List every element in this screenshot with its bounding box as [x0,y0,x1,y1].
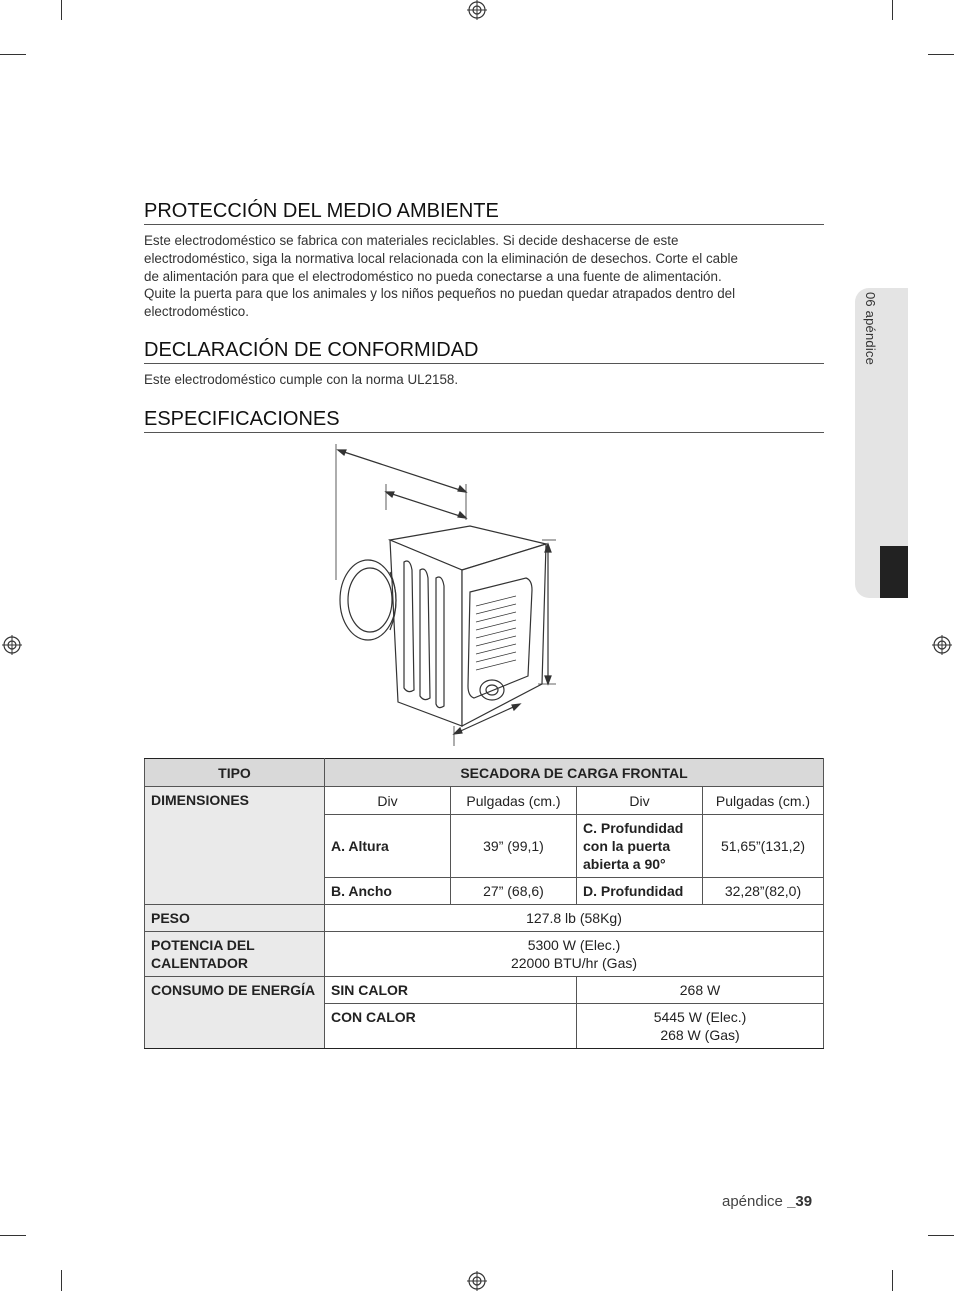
specifications-table [144,758,824,1049]
depth-value: 32,28”(82,0) [703,878,824,905]
crop-mark [0,54,26,55]
environment-line: electrodoméstico, siga la normativa local relacionada con la eliminación de desechos. Corte el cable [144,250,738,266]
heater-power-value [325,932,824,977]
registration-mark-icon [467,0,487,20]
environment-line: Este electrodoméstico se fabrica con materiales reciclables. Si decide deshacerse de este [144,233,679,248]
crop-mark [61,0,62,20]
environment-heading: PROTECCIÓN DEL MEDIO AMBIENTE [144,200,824,225]
page-footer [722,1193,812,1210]
width-value: 27” (68,6) [451,878,577,905]
conformity-paragraph: Este electrodoméstico cumple con la norma UL2158. [144,372,459,387]
chapter-tab-label: 06 apéndice [863,292,878,366]
environment-line: electrodoméstico. [144,304,249,320]
registration-mark-icon [467,1271,487,1291]
environment-line: de alimentación para que el electrodoméstico no pueda conectarse a una fuente de alimentación. [144,268,722,284]
registration-mark-icon [932,635,952,655]
heat-value [577,1004,824,1049]
depth-label: D. Profundidad [577,878,703,905]
table-row [145,932,824,977]
heater-power-elec: 5300 W (Elec.) [527,937,621,953]
no-heat-value: 268 W [577,977,824,1004]
crop-mark [928,1235,954,1236]
crop-mark [61,1270,62,1291]
table-row [145,905,824,932]
table-row [145,977,824,1004]
height-value: 39” (99,1) [451,815,577,878]
depth-door-open-label: C. Profundidad con la puerta abierta a 90° [577,815,703,878]
table-header-row [145,759,824,787]
page-number: _39 [787,1193,813,1210]
heat-value-elec: 5445 W (Elec.) [653,1009,747,1025]
column-units: Pulgadas (cm.) [703,787,824,815]
column-div: Div [577,787,703,815]
registration-mark-icon [2,635,22,655]
column-div: Div [325,787,451,815]
crop-mark [0,1235,26,1236]
table-header-type: TIPO [145,759,325,787]
no-heat-label: SIN CALOR [325,977,577,1004]
chapter-tab-marker [880,546,908,598]
energy-consumption-label: CONSUMO DE ENERGÍA [145,977,325,1049]
environment-paragraph [144,232,784,321]
weight-label: PESO [145,905,325,932]
specs-heading: ESPECIFICACIONES [144,408,824,433]
crop-mark [928,54,954,55]
crop-mark [892,0,893,20]
heater-power-label: POTENCIA DEL CALENTADOR [145,932,325,977]
crop-mark [892,1270,893,1291]
dryer-dimensions-diagram [320,440,560,750]
heat-label: CON CALOR [325,1004,577,1049]
column-units: Pulgadas (cm.) [451,787,577,815]
height-label: A. Altura [325,815,451,878]
depth-door-open-value: 51,65”(131,2) [703,815,824,878]
dimensions-label: DIMENSIONES [145,787,325,905]
environment-line: Quite la puerta para que los animales y los niños pequeños no puedan quedar atrapados dentro del [144,286,736,302]
heat-value-gas: 268 W (Gas) [660,1027,740,1043]
weight-value: 127.8 lb (58Kg) [325,905,824,932]
conformity-heading: DECLARACIÓN DE CONFORMIDAD [144,339,824,364]
table-header-value: SECADORA DE CARGA FRONTAL [325,759,824,787]
table-row [145,787,824,815]
width-label: B. Ancho [325,878,451,905]
heater-power-gas: 22000 BTU/hr (Gas) [510,955,638,971]
footer-section: apéndice [722,1193,783,1210]
